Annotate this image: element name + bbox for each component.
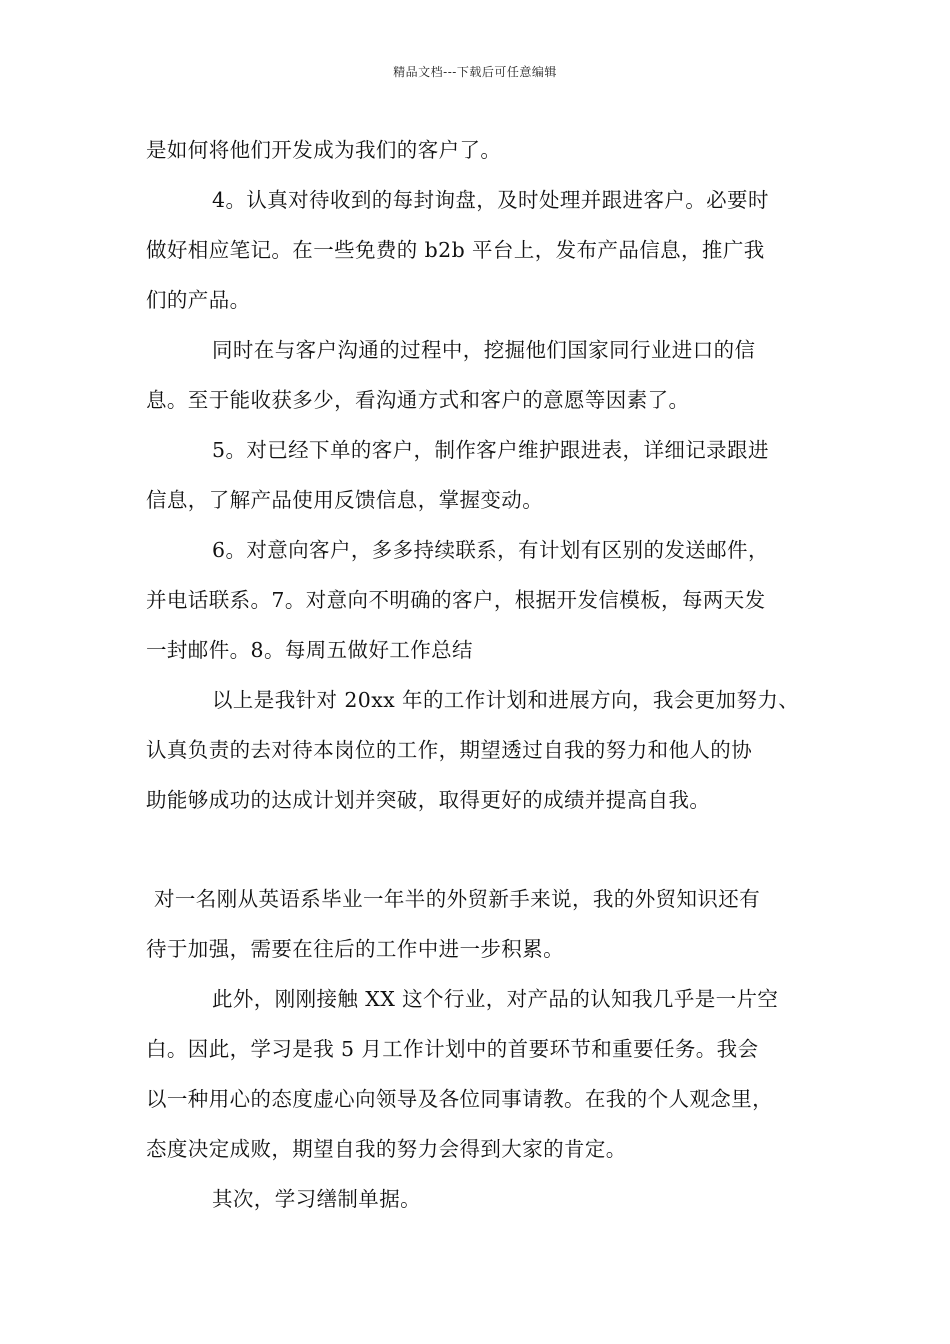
text-line: 信息，了解产品使用反馈信息，掌握变动。 (146, 488, 544, 512)
text-line: 对一名刚从英语系毕业一年半的外贸新手来说，我的外贸知识还有 (154, 887, 761, 911)
text-line: 其次，学习缮制单据。 (212, 1187, 421, 1211)
page-header: 精品文档---下载后可任意编辑 (393, 65, 557, 79)
text-line: 态度决定成败，期望自我的努力会得到大家的肯定。 (146, 1137, 627, 1161)
text-line: 做好相应笔记。在一些免费的 b2b 平台上，发布产品信息，推广我 (146, 238, 765, 262)
text-line: 以一种用心的态度虚心向领导及各位同事请教。在我的个人观念里， (146, 1087, 773, 1111)
text-line: 是如何将他们开发成为我们的客户了。 (146, 138, 502, 162)
text-line: 5。对已经下单的客户，制作客户维护跟进表，详细记录跟进 (212, 438, 769, 462)
text-line: 待于加强，需要在往后的工作中进一步积累。 (146, 937, 564, 961)
text-line: 以上是我针对 20xx 年的工作计划和进展方向，我会更加努力、 (212, 688, 800, 712)
text-line: 白。因此，学习是我 5 月工作计划中的首要环节和重要任务。我会 (146, 1037, 759, 1061)
text-line: 一封邮件。8。每周五做好工作总结 (146, 638, 473, 662)
text-line: 助能够成功的达成计划并突破，取得更好的成绩并提高自我。 (146, 788, 711, 812)
text-line: 们的产品。 (146, 288, 251, 312)
text-line: 息。至于能收获多少，看沟通方式和客户的意愿等因素了。 (146, 388, 690, 412)
text-line: 4。认真对待收到的每封询盘，及时处理并跟进客户。必要时 (212, 188, 769, 212)
text-line: 并电话联系。7。对意向不明确的客户，根据开发信模板，每两天发 (146, 588, 766, 612)
text-line: 认真负责的去对待本岗位的工作，期望透过自我的努力和他人的协 (146, 738, 753, 762)
text-line: 同时在与客户沟通的过程中，挖掘他们国家同行业进口的信 (212, 338, 756, 362)
text-line: 此外，刚刚接触 XX 这个行业，对产品的认知我几乎是一片空 (212, 987, 779, 1011)
text-line: 6。对意向客户，多多持续联系，有计划有区别的发送邮件， (212, 538, 769, 562)
